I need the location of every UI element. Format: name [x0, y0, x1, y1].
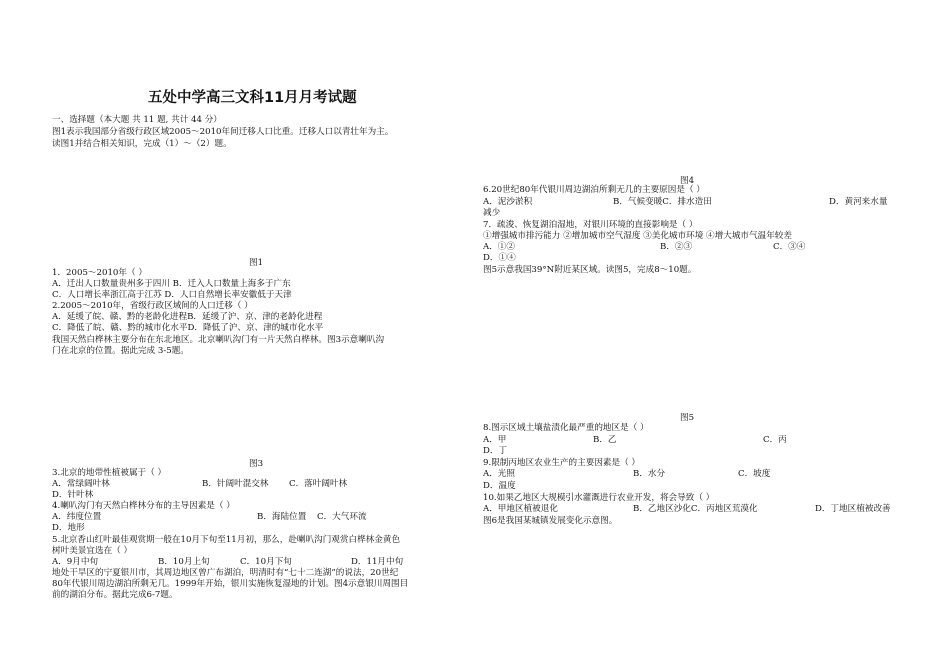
option-b: B．水分 [633, 469, 666, 479]
question-stem: 2.2005～2010年，省级行政区域间的人口迁移（ ） [52, 301, 253, 311]
figure-caption: 图3 [249, 459, 264, 469]
question-stem: 3.北京的地带性植被属于（ ） [52, 468, 167, 478]
option-line: C．人口增长率浙江高于江苏 D．人口自然增长率安徽低于天津 [52, 290, 292, 300]
option-d: D．温度 [483, 481, 516, 491]
option-b: B．乙 [593, 435, 617, 445]
option-a: A．常绿阔叶林 [52, 479, 110, 489]
option-c: C．③④ [773, 242, 806, 252]
option-c: C．10月下旬 [240, 557, 292, 567]
figure-caption: 图5 [680, 413, 695, 423]
option-d: D．黄河来水量 [829, 197, 888, 207]
paragraph-line: 图5示意我国39°N附近某区域。读图5，完成8～10题。 [483, 265, 697, 275]
option-c: C．坡度 [738, 469, 771, 479]
question-stem: 1．2005～2010年（ ） [52, 268, 147, 278]
paragraph-line: 门在北京的位置。据此完成 3-5题。 [52, 346, 189, 356]
option-a: A．纬度位置 [52, 512, 102, 522]
option-b: B．②③ [660, 242, 693, 252]
question-stem: 10.如果乙地区大规模引水灌溉进行农业开发，将会导致（ ） [483, 493, 715, 503]
paragraph-line: 读图1并结合相关知识，完成（1）～（2）题。 [52, 139, 232, 149]
paragraph-line: 图1表示我国部分省级行政区域2005～2010年间迁移人口比重。迁移人口以青壮年为主。 [52, 127, 394, 137]
option-line: C．降低了皖、赣、黔的城市化水平D．降低了沪、京、津的城市化水平 [52, 323, 324, 333]
option-b-c: B．气候变暖C．排水造田 [613, 197, 712, 207]
question-stem: 5.北京香山红叶最佳观赏期一般在10月下旬至11月初，那么，赴喇叭沟门观赏白桦林金黄色 [52, 535, 401, 545]
section-heading: 一、选择题（本大题 共 11 题, 共计 44 分） [52, 115, 222, 125]
option-b: B．针阔叶混交林 [202, 479, 269, 489]
option-c: C．大气环流 [317, 512, 367, 522]
question-stem: 6.20世纪80年代银川周边湖泊所剩无几的主要原因是（ ） [483, 185, 705, 195]
paragraph-line: 我国天然白桦林主要分布在东北地区。北京喇叭沟门有一片天然白桦林。图3示意喇叭沟 [52, 335, 385, 345]
statement-list: ①增强城市排污能力 ②增加城市空气湿度 ③美化城市环境 ④增大城市气温年较差 [483, 231, 792, 241]
question-stem: 8.图示区域土壤盐渍化最严重的地区是（ ） [483, 423, 649, 433]
option-d: D．地形 [52, 523, 85, 533]
paragraph-line: 前的湖泊分布。据此完成6-7题。 [52, 590, 178, 600]
question-stem: 4.喇叭沟门有天然白桦林分布的主导因素是（ ） [52, 501, 235, 511]
option-a: A．甲 [483, 435, 507, 445]
figure-caption: 图1 [249, 258, 264, 268]
option-wrap: 减少 [483, 208, 501, 218]
option-a: A．9月中旬 [52, 557, 99, 567]
option-line: A．延缓了皖、赣、黔的老龄化进程B．延缓了沪、京、津的老龄化进程 [52, 312, 323, 322]
option-a: A．光照 [483, 469, 515, 479]
option-d: D．丁地区植被改善 [815, 504, 891, 514]
question-stem: 树叶美景宜选在（ ） [52, 546, 133, 556]
option-d: D．丁 [483, 446, 508, 456]
option-b-c: B．乙地区沙化C．丙地区荒漠化 [633, 504, 758, 514]
option-d: D．11月中旬 [351, 557, 404, 567]
option-b: B．10月上旬 [158, 557, 210, 567]
option-a: A．甲地区植被退化 [483, 504, 558, 514]
paragraph-line: 80年代银川周边湖泊所剩无几。1999年开始，银川实施恢复湿地的计划。图4示意银川周围目 [52, 579, 409, 589]
option-line: A．迁出人口数量贵州多于四川 B．迁入人口数量上海多于广东 [52, 279, 291, 289]
paragraph-line: 地处干旱区的宁夏银川市，其周边地区曾广布湖泊，明清时有“七十二连湖”的说法，20世纪 [52, 568, 399, 578]
option-b: B．海陆位置 [257, 512, 307, 522]
question-stem: 9.限制丙地区农业生产的主要因素是（ ） [483, 458, 641, 468]
option-d: D．①④ [483, 253, 516, 263]
option-c: C．丙 [763, 435, 787, 445]
question-stem: 7．疏浚、恢复湖泊湿地，对银川环境的直接影响是（ ） [483, 220, 698, 230]
option-a: A．泥沙淤积 [483, 197, 533, 207]
option-c: C．落叶阔叶林 [289, 479, 348, 489]
option-d: D．针叶林 [52, 490, 94, 500]
option-a: A．①② [483, 242, 515, 252]
paragraph-line: 图6是我国某城镇发展变化示意图。 [483, 516, 618, 526]
figure-caption: 图4 [680, 176, 695, 186]
exam-title: 五处中学高三文科11月月考试题 [148, 90, 357, 106]
